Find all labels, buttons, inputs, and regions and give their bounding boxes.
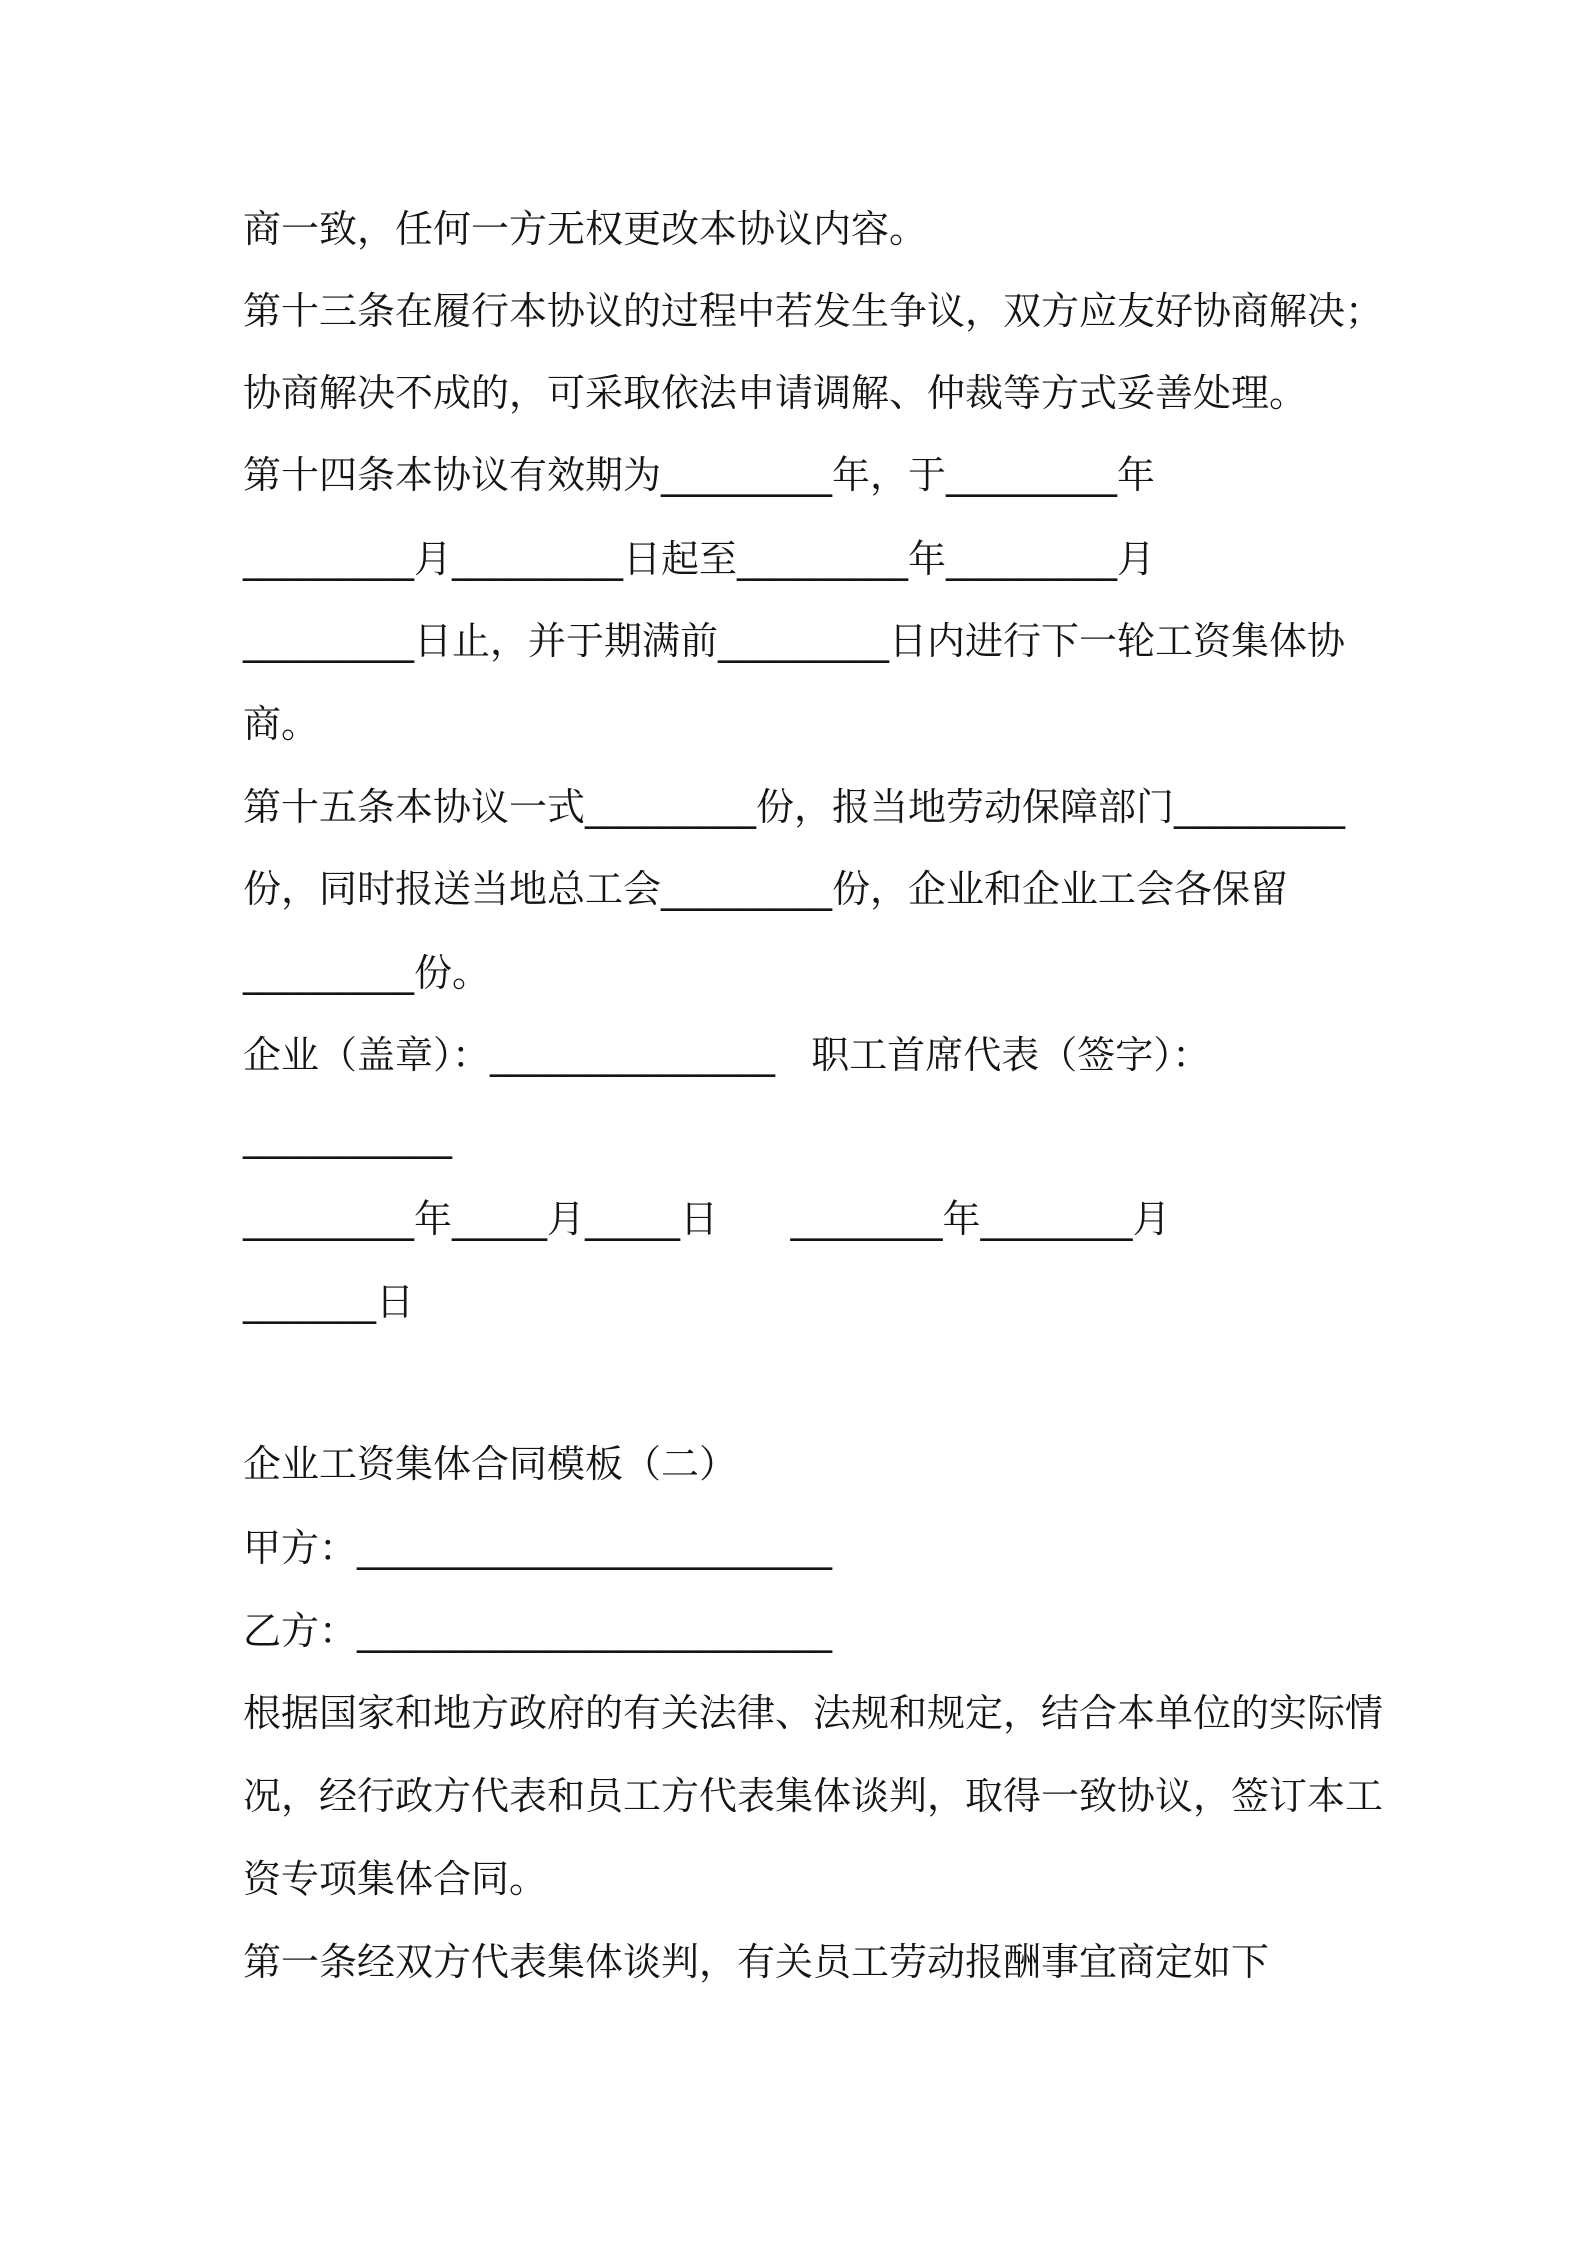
text-line: 份，同时报送当地总工会_________份，企业和企业工会各保留 — [243, 867, 1289, 911]
text-line: 商。 — [243, 702, 320, 746]
article-15-line: 第十五条本协议一式_________份，报当地劳动保障部门_________ — [243, 785, 1346, 829]
date-line: _______日 — [243, 1280, 415, 1324]
party-b-line: 乙方：_________________________ — [243, 1609, 833, 1653]
article-13-line: 第十三条在履行本协议的过程中若发生争议，双方应友好协商解决； — [243, 289, 1384, 333]
preamble-line: 根据国家和地方政府的有关法律、法规和规定，结合本单位的实际情 — [243, 1691, 1384, 1735]
preamble-line: 资专项集体合同。 — [243, 1857, 548, 1901]
preamble-line: 况，经行政方代表和员工方代表集体谈判，取得一致协议，签订本工 — [243, 1774, 1384, 1818]
text-line: _________日止，并于期满前_________日内进行下一轮工资集体协 — [243, 619, 1346, 663]
signature-blank-line: ___________ — [243, 1115, 452, 1159]
text-line: 商一致，任何一方无权更改本协议内容。 — [243, 207, 928, 251]
article-14-line: 第十四条本协议有效期为_________年，于_________年 — [243, 453, 1156, 497]
section-title: 企业工资集体合同模板（二） — [243, 1442, 738, 1486]
text-line: _________份。 — [243, 951, 491, 995]
text-line: _________月_________日起至_________年_________月 — [243, 537, 1156, 581]
signature-line: 企业（盖章）：_______________ 职工首席代表（签字）： — [243, 1033, 1211, 1077]
date-line: _________年_____月_____日 ________年________月 — [243, 1197, 1171, 1241]
text-line: 协商解决不成的，可采取依法申请调解、仲裁等方式妥善处理。 — [243, 371, 1308, 415]
article-1-line: 第一条经双方代表集体谈判，有关员工劳动报酬事宜商定如下 — [243, 1940, 1270, 1984]
party-a-line: 甲方：_________________________ — [243, 1526, 833, 1570]
